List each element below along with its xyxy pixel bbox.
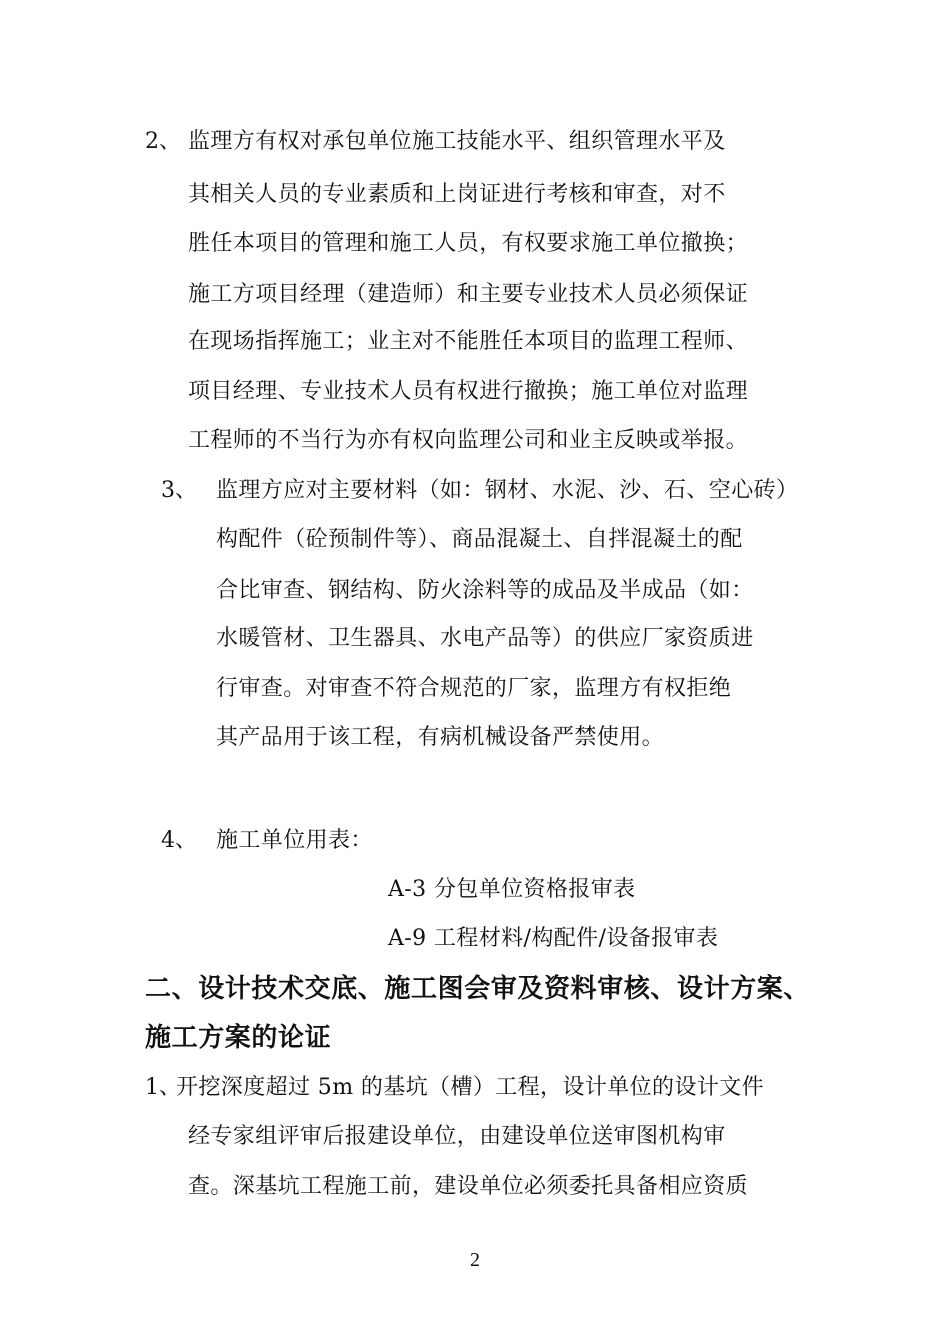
item-2-line-4: 施工方项目经理（建造师）和主要专业技术人员必须保证 [188,282,749,307]
section-heading-line-2: 施工方案的论证 [145,1023,332,1053]
page-number: 2 [470,1249,480,1271]
section-item-1-number: 1、 [145,1075,181,1100]
item-3-line-6: 其产品用于该工程，有病机械设备严禁使用。 [216,725,665,750]
item-3-line-5: 行审查。对审查不符合规范的厂家，监理方有权拒绝 [216,676,732,701]
item-4-label: 施工单位用表： [216,828,373,853]
section-item-1-line-2: 经专家组评审后报建设单位，由建设单位送审图机构审 [188,1124,726,1149]
section-heading-line-1: 二、设计技术交底、施工图会审及资料审核、设计方案、 [145,974,811,1004]
item-3-line-3: 合比审查、钢结构、防火涂料等的成品及半成品（如： [216,578,754,603]
item-2-line-2: 其相关人员的专业素质和上岗证进行考核和审查，对不 [188,182,726,207]
item-4-number: 4、 [161,828,197,853]
item-2-number: 2、 [145,129,181,154]
item-3-line-1: 监理方应对主要材料（如：钢材、水泥、沙、石、空心砖） [216,478,799,503]
item-3-line-2: 构配件（砼预制件等）、商品混凝土、自拌混凝土的配 [216,527,743,552]
form-a9: A-9 工程材料/构配件/设备报审表 [388,926,719,951]
item-2-line-5: 在现场指挥施工；业主对不能胜任本项目的监理工程师、 [188,329,749,354]
section-item-1-line-3: 查。深基坑工程施工前，建设单位必须委托具备相应资质 [188,1174,749,1199]
item-2-line-7: 工程师的不当行为亦有权向监理公司和业主反映或举报。 [188,428,749,453]
form-a3: A-3 分包单位资格报审表 [388,877,636,902]
item-3-number: 3、 [161,478,197,503]
item-2-line-1: 监理方有权对承包单位施工技能水平、组织管理水平及 [188,129,726,154]
section-item-1-line-1: 开挖深度超过 5m 的基坑（槽）工程，设计单位的设计文件 [176,1075,765,1100]
item-2-line-3: 胜任本项目的管理和施工人员，有权要求施工单位撤换； [188,231,749,256]
item-3-line-4: 水暖管材、卫生器具、水电产品等）的供应厂家资质进 [216,626,754,651]
item-2-line-6: 项目经理、专业技术人员有权进行撤换；施工单位对监理 [188,379,749,404]
